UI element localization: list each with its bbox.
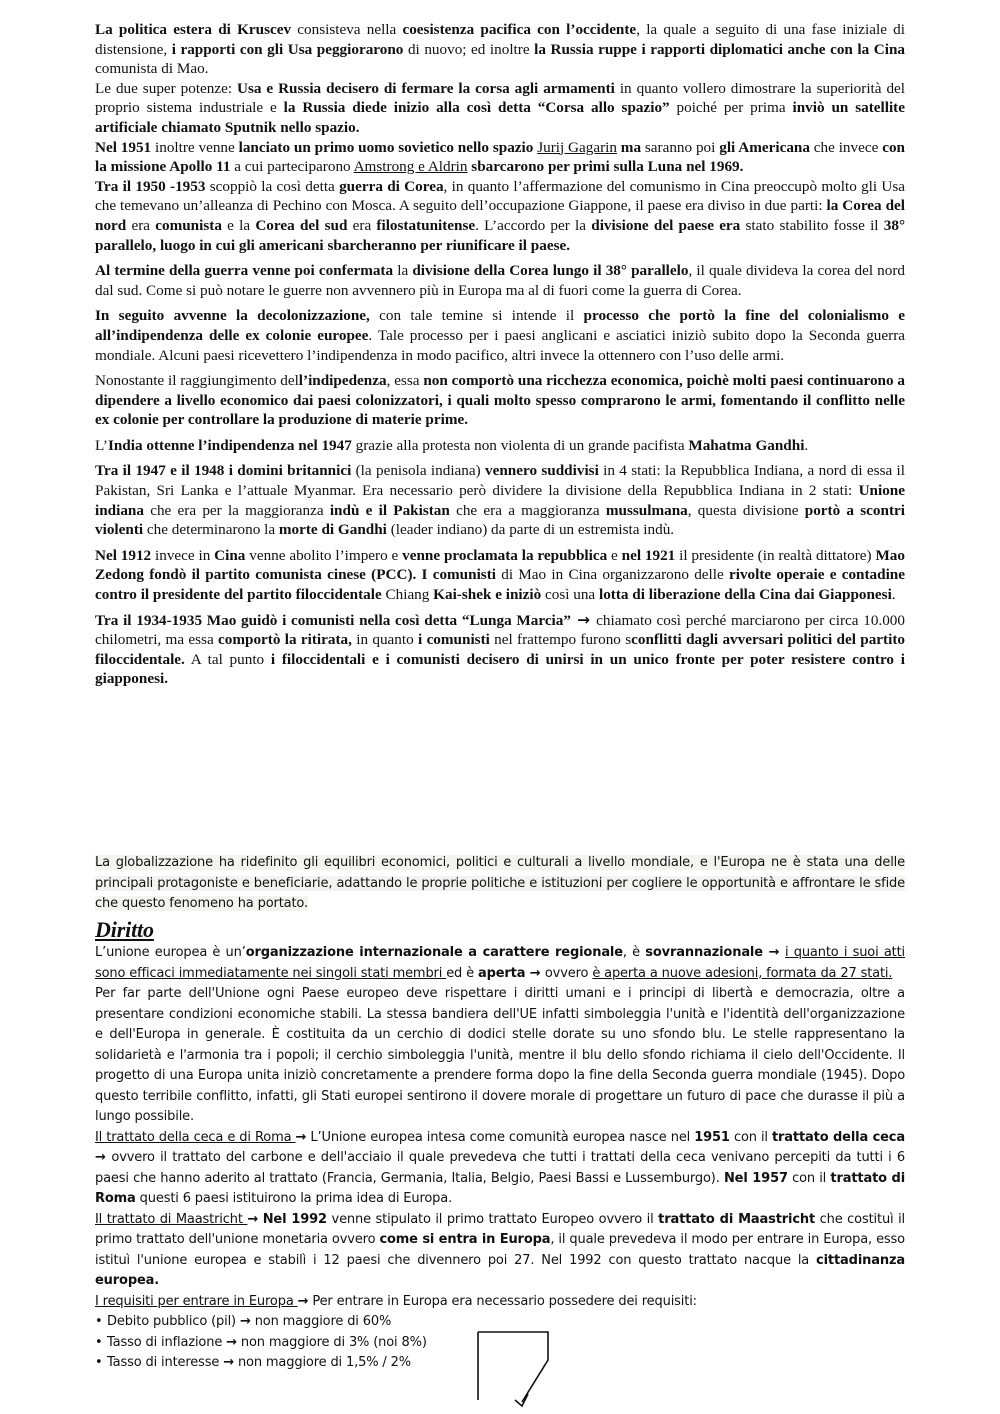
text: venne abolito l’impero e <box>245 546 403 564</box>
text: India ottenne l’indipendenza nel 1947 <box>107 436 352 454</box>
text: Al termine della guerra venne poi confermata <box>95 262 394 280</box>
text: Usa e Russia decisero di fermare la corsa agli armamenti <box>237 79 615 97</box>
text: come si entra in Europa <box>379 1232 551 1247</box>
text: La globalizzazione ha ridefinito gli equilibri economici, politici e culturali a livello mondiale, e l'Europa ne è stata una delle principali protagoniste e beneficiarie, adattando le proprie politiche e istituzioni per cogliere le opportunità e affrontare le sfide che questo fenomeno ha portato. <box>95 855 905 911</box>
text: Tasso di interesse <box>107 1355 224 1370</box>
text: . L’accordo per la <box>475 216 592 234</box>
text: conflitti dagli avversari politici del partito filoccidentale. <box>95 631 905 668</box>
text: 1951 <box>694 1129 730 1145</box>
paragraph-lunga-marcia <box>95 611 905 689</box>
arrow-right-icon: → <box>297 1293 309 1309</box>
text: Corea del sud <box>255 216 348 234</box>
text: non maggiore di 60% <box>250 1314 392 1329</box>
text: la <box>393 262 413 280</box>
text: Tra il 1934-1935 Mao guidò i comunisti nella così detta “Lunga Marcia” <box>95 611 571 629</box>
text: con il <box>729 1129 772 1145</box>
text: Cina <box>214 546 246 564</box>
text: inoltre venne <box>151 138 239 156</box>
text: In seguito avvenne la decolonizzazione, <box>95 307 370 325</box>
paragraph-trattato-ceca <box>95 1128 905 1210</box>
text: Mao Zedong fondò il partito comunista cinese (PCC). I comunisti <box>95 546 905 584</box>
text: divisione della Corea lungo il 38° parallelo <box>412 262 689 280</box>
text: questi 6 paesi istituirono la prima idea di Europa. <box>135 1191 453 1206</box>
text: poiché per prima <box>669 99 793 117</box>
text: Nel 1992 <box>262 1211 327 1227</box>
text: , è <box>622 945 646 960</box>
paragraph-indipendenza <box>95 371 905 430</box>
text: ovvero il trattato del carbone e dell'acciaio il quale prevedeva che tutti i trattati della ceca venivano percepiti da tutti i 6 paesi che hanno aderito al trattato (Francia, Germania, Italia, Belgio, Paesi Bassi e Lussemburgo). <box>95 1150 905 1186</box>
text: divisione del paese era <box>591 216 741 234</box>
paragraph-cina <box>95 546 905 605</box>
arrow-right-icon: → <box>570 610 597 629</box>
text: trattato della ceca <box>771 1129 905 1145</box>
text: vennero suddivisi <box>485 462 599 480</box>
text: che era a maggioranza <box>449 501 606 519</box>
bracket-arrow-icon <box>470 1330 560 1414</box>
text: nel 1921 <box>621 546 676 564</box>
text: in quanto vollero dimostrare la superiorità del proprio sistema industriale e <box>95 79 906 117</box>
text: di nuovo; ed inoltre <box>403 40 535 58</box>
text: inviò un satellite artificiale chiamato Sputnik nello spazio. <box>95 99 905 136</box>
text: in 4 stati: la Repubblica Indiana, a nord di essa il Pakistan, Sri Lanka e l’attuale Myanmar. Era necessario però dividere la divisione della Repubblica Indiana in 2 stati: <box>95 462 905 500</box>
paragraph-india <box>95 436 905 456</box>
text: I requisiti per entrare in Europa <box>95 1293 298 1309</box>
text: Amstrong e Aldrin <box>353 158 468 176</box>
text: la Russia diede inizio alla così detta “Corsa allo spazio” <box>283 99 670 117</box>
text: 38° parallelo, luogo in cui gli americani sbarcheranno per riunificare il paese. <box>95 216 906 254</box>
text: Chiang <box>381 586 434 604</box>
text: era <box>347 216 377 234</box>
text: filostatunitense <box>376 216 476 234</box>
arrow-right-icon: → <box>525 965 545 981</box>
arrow-right-icon: → <box>247 1211 259 1227</box>
paragraph-requisiti-ue: Per far parte dell'Unione ogni Paese europeo deve rispettare i diritti umani e i principi di libertà e democrazia, oltre a presentare condizioni economiche stabili. La stessa bandiera dell'UE infatti simboleggia l'unità e l'identità dell'organizzazione e dell'Europa in generale. È costituita da un cerchio di dodici stelle dorate su uno sfondo blu. Le stelle rappresentano la solidarietà e l'armonia tra i popoli; il cerchio simboleggia l'unità, mentre il blu dello sfondo richiama il cielo dell'Occidente. Il progetto di una Europa unita iniziò concretamente a prendere forma dopo la fine della Seconda guerra mondiale (1945). Dopo questo terribile conflitto, infatti, gli Stati europei sentirono il dovere morale di progettare un futuro di pace che durasse il più a lungo possibile. <box>95 986 905 1124</box>
text: i rapporti con gli Usa peggiorarono <box>171 40 404 58</box>
text: così una <box>541 586 599 604</box>
text: la Corea del nord <box>95 197 905 234</box>
text: Nel 1951 <box>95 138 152 156</box>
text: indù e il Pakistan <box>329 501 450 519</box>
text: trattato di Maastricht <box>658 1211 816 1227</box>
text: , in quanto l’affermazione del comunismo in Cina preoccupò molto gli Usa che temevano un’alleanza di Pechino con Mosca. A seguito dell’occupazione Giappone, il paese era diviso in due parti: <box>95 177 906 215</box>
text: saranno poi <box>641 138 720 156</box>
text: che era per la maggioranza <box>143 501 330 519</box>
text: e <box>607 546 622 564</box>
text: . Tale processo per i paesi anglicani e asciatici iniziò subito dopo la Seconda guerra mondiale. Alcuni paesi ricevettero l’indipendenza in modo pacifico, altri invece la ottennero con l’uso delle armi. <box>95 326 905 364</box>
text: mussulmana <box>605 501 688 519</box>
text: l’indipedenza <box>298 372 387 390</box>
text: il presidente (in realtà dittatore) <box>675 546 876 564</box>
text: morte di Gandhi <box>278 521 387 539</box>
history-section <box>95 20 905 689</box>
paragraph-requisiti-europa <box>95 1292 905 1313</box>
text: Kai-shek e iniziò <box>433 586 542 604</box>
text: processo che portò la fine del colonialismo e all’indipendenza delle ex colonie europee <box>95 307 905 344</box>
paragraph-kruscev <box>95 20 905 79</box>
text: la Russia ruppe i rapporti diplomatici anche con la Cina <box>534 40 905 58</box>
text: i quanto i suoi atti sono efficaci immediatamente nei singoli stati membri <box>95 945 905 981</box>
text: scoppiò la così detta <box>205 177 340 195</box>
text: Jurij Gagarin <box>537 138 617 156</box>
paragraph-maastricht <box>95 1210 905 1292</box>
text: stato stabilito fosse il <box>740 216 884 234</box>
paragraph-1951 <box>95 138 905 177</box>
text: che costituì il primo trattato dell'unione monetaria ovvero <box>95 1211 905 1247</box>
text: La politica estera di Kruscev <box>95 21 292 38</box>
arrow-right-icon: → <box>226 1334 237 1350</box>
text: in quanto <box>351 631 419 649</box>
text: , essa <box>386 372 424 390</box>
text: Mahatma Gandhi <box>688 436 805 454</box>
text: cittadinanza europea. <box>95 1252 905 1288</box>
text: comunista <box>155 216 222 234</box>
text: che invece <box>809 138 883 156</box>
text: trattato di Roma <box>95 1170 906 1206</box>
arrow-right-icon: → <box>295 1129 307 1145</box>
text: Unione indiana <box>95 482 905 519</box>
section-heading: Diritto <box>95 917 154 942</box>
text: portò a scontri violenti <box>95 501 905 539</box>
text: e la <box>221 216 256 234</box>
text: L’unione europea è un’ <box>95 945 246 960</box>
text: (la penisola indiana) <box>351 462 486 480</box>
text: venne stipulato il primo trattato Europeo ovvero il <box>326 1211 659 1227</box>
text: ma <box>620 138 642 156</box>
text: Le due super potenze: <box>95 79 238 97</box>
text: . <box>891 586 896 604</box>
paragraph-decolonizzazione <box>95 306 905 365</box>
text: Nel 1912 <box>95 546 152 564</box>
arrow-right-icon: → <box>762 945 785 960</box>
text: A tal punto <box>184 650 271 668</box>
text: organizzazione internazionale a carattere regionale <box>245 945 623 960</box>
paragraph-superpotenze <box>95 79 905 138</box>
text: venne proclamata la repubblica <box>402 546 608 564</box>
arrow-right-icon: → <box>239 1314 251 1329</box>
text: a cui parteciparono <box>230 158 354 176</box>
text: era <box>126 216 156 234</box>
text: con la missione Apollo 11 <box>95 138 905 176</box>
text: Tra il 1950 -1953 <box>95 177 206 195</box>
text: sovrannazionale <box>645 945 763 960</box>
text: Nonostante il raggiungimento del <box>95 372 299 390</box>
text: . <box>804 436 809 454</box>
text: coesistenza pacifica con l’occidente <box>402 21 637 38</box>
text: Nel 1957 <box>723 1170 788 1186</box>
arrow-right-icon: → <box>223 1355 234 1370</box>
text: guerra di Corea <box>339 177 444 195</box>
globalization-section <box>95 853 905 915</box>
text: non maggiore di 1,5% / 2% <box>233 1355 411 1370</box>
text: i filoccidentali e i comunisti decisero di unirsi in un unico fronte per poter resistere contro i giapponesi. <box>95 650 905 688</box>
text: gli Americana <box>719 138 810 156</box>
text: con il <box>787 1170 831 1186</box>
text: , la quale a seguito di una fase iniziale di distensione, <box>95 21 905 58</box>
text: i comunisti <box>418 631 490 649</box>
text: non comportò una ricchezza economica, poichè molti paesi continuarono a dipendere a livello economico dai paesi colonizzatori, i quali molto spesso comprarono le armi, fomentando il conflitto nelle ex colonie per controllare la produzione di materie prime. <box>95 372 905 429</box>
text: ovvero <box>544 965 593 981</box>
text: , il quale divideva la corea del nord dal sud. Come si può notare le guerre non avvennero più in Europa ma al di fuori come la guerra di Corea. <box>95 262 906 299</box>
text: Il trattato di Maastricht <box>95 1211 248 1227</box>
text: grazie alla protesta non violenta di un grande pacifista <box>351 436 689 454</box>
text: nel frattempo furono s <box>489 631 632 649</box>
text: ed è <box>446 965 478 981</box>
text: (leader indiano) da parte di un estremista indù. <box>386 521 675 539</box>
text: , questa divisione <box>687 501 805 519</box>
paragraph-corea-guerra <box>95 177 905 255</box>
text: comunista di Mao. <box>95 60 209 78</box>
paragraph-globalizzazione <box>95 853 905 915</box>
paragraph-corea-divisione <box>95 261 905 300</box>
text: è aperta a nuove adesioni, formata da 27 stati. <box>592 965 893 981</box>
text: chiamato così perché marciarono per circa 10.000 chilometri, ma essa <box>95 611 905 649</box>
text: consisteva nella <box>291 21 403 38</box>
text: comportò la ritirata, <box>218 631 352 649</box>
text: sbarcarono per primi sulla Luna nel 1969. <box>471 158 744 176</box>
text: lanciato un primo uomo sovietico nello spazio <box>238 138 534 156</box>
text: lotta di liberazione della Cina dai Giapponesi <box>598 586 892 604</box>
text: L’ <box>95 436 108 454</box>
text: Il trattato della ceca e di Roma <box>95 1129 296 1145</box>
text: aperta <box>477 965 526 981</box>
text: L’Unione europea intesa come comunità europea nasce nel <box>306 1129 695 1145</box>
text: Per entrare in Europa era necessario possedere dei requisiti: <box>308 1293 697 1309</box>
text: Debito pubblico (pil) <box>107 1314 240 1329</box>
paragraph-unione-europea <box>95 943 905 984</box>
arrow-right-icon: → <box>95 1150 112 1165</box>
text: Tasso di inflazione <box>107 1334 227 1350</box>
text: di Mao in Cina organizzarono delle <box>496 566 729 584</box>
text: Tra il 1947 e il 1948 i domini britannici <box>95 462 352 480</box>
text: non maggiore di 3% (noi 8%) <box>236 1334 427 1350</box>
text: che determinarono la <box>143 521 279 539</box>
text: con tale temine si intende il <box>369 307 584 325</box>
text: , il quale prevedeva il modo per entrare in Europa, esso istituì l'unione europea e stabilì i 12 paesi che divennero poi 27. Nel 1992 con questo trattato nacque la <box>95 1232 905 1268</box>
diritto-section <box>95 915 905 1374</box>
text: rivolte operaie e contadine contro il presidente del partito filoccidentale <box>95 566 905 604</box>
text: invece in <box>151 546 215 564</box>
paragraph-domini-britannici <box>95 461 905 539</box>
